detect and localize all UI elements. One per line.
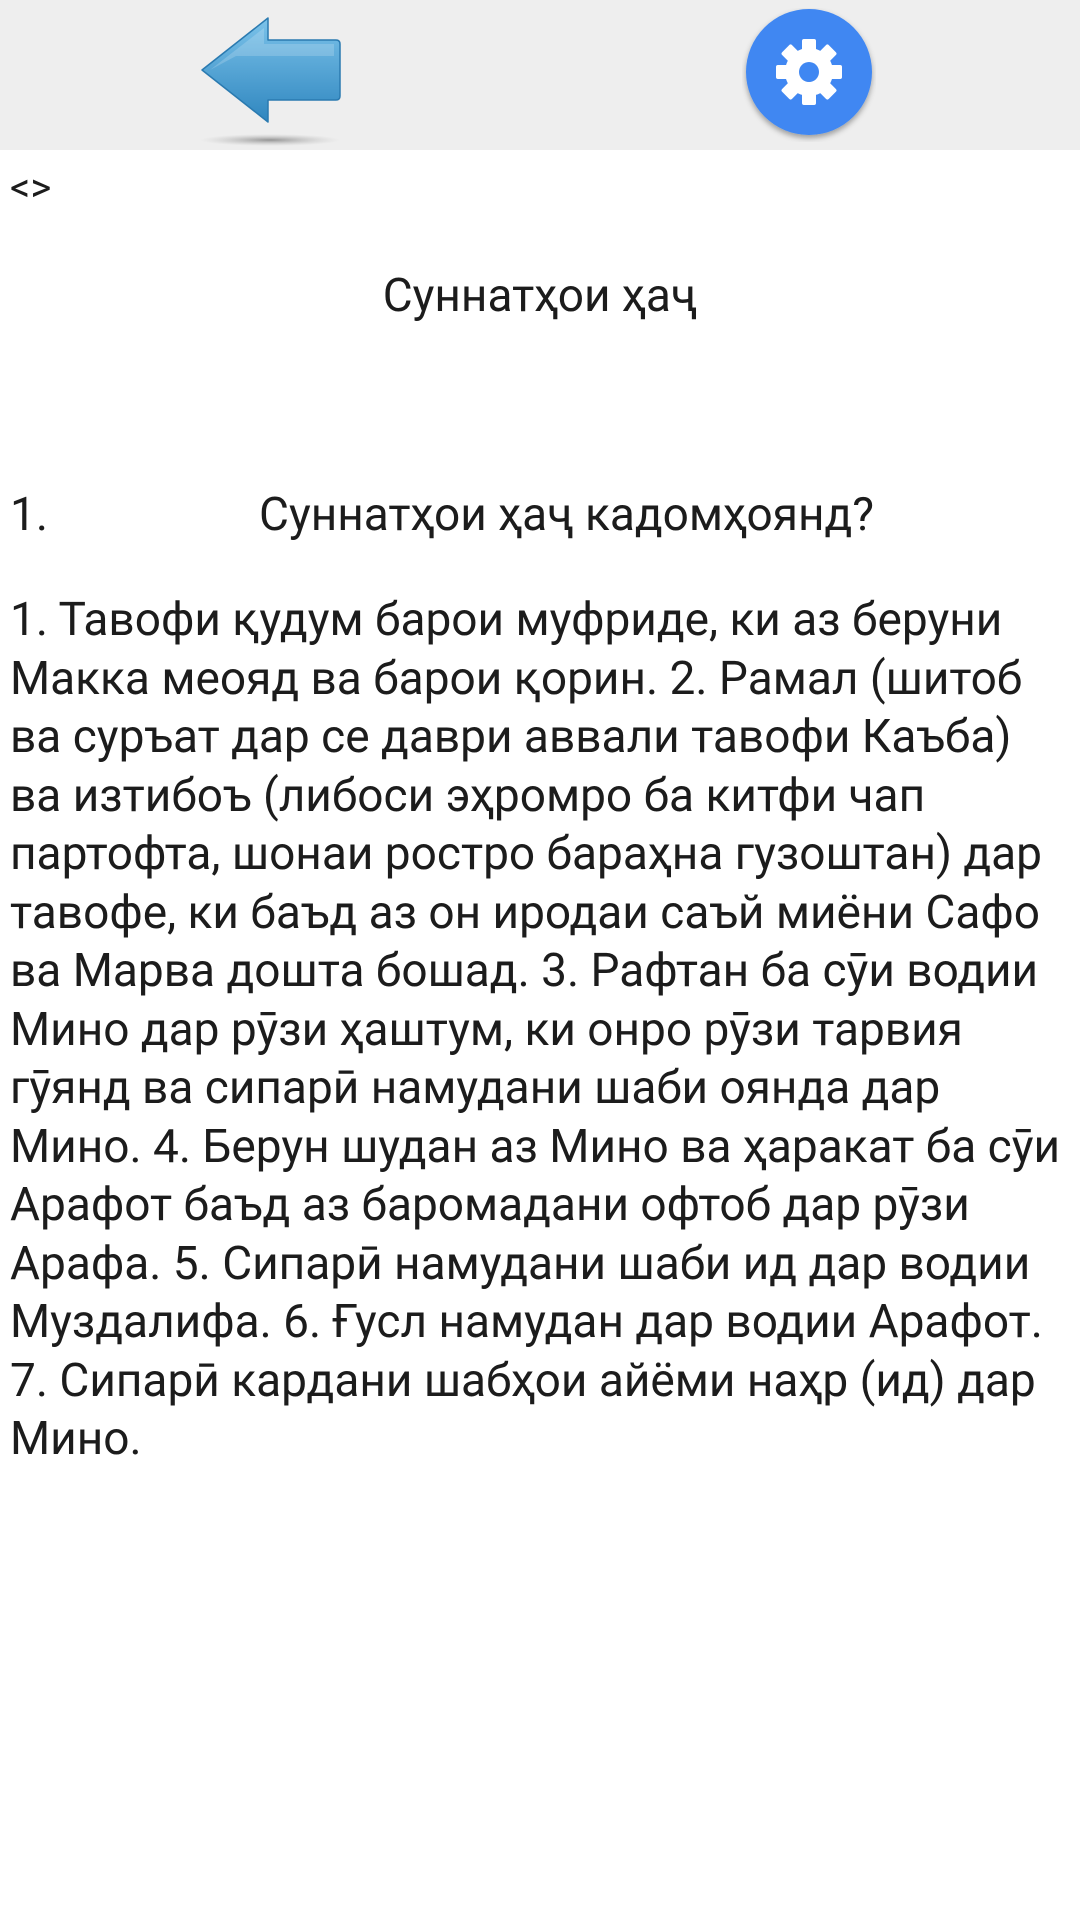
gear-icon [742, 8, 876, 142]
content-area [0, 150, 1080, 1920]
question-text: Суннатҳои ҳаҷ кадомҳоянд? [259, 488, 874, 542]
page-title: Суннатҳои ҳаҷ [382, 269, 698, 323]
question-number: 1. [10, 488, 48, 542]
back-arrow-icon [196, 14, 346, 150]
settings-button[interactable] [742, 8, 876, 142]
answer-text: 1. Тавофи қудум барои муфриде, ки аз беруни Макка меояд ва барои қорин. 2. Рамал (шитоб ва суръат дар се даври аввали тавофи Каъба) ва изтибоъ (либоси эҳромро ба китфи чап партофта, шонаи ростро бараҳна гузоштан) дар тавофе, ки баъд аз он иродаи саъй миёни Сафо ва Марва дошта бошад. 3. Рафтан ба сӯи водии Мино дар рӯзи ҳаштум, ки онро рӯзи тарвия гӯянд ва сипарӣ намудани шаби оянда дар Мино. 4. Берун шудан аз Мино ва ҳаракат ба сӯи Арафот баъд аз баромадани офтоб дар рӯзи Арафа. 5. Сипарӣ намудани шаби ид дар водии Муздалифа. 6. Ғусл намудан дар водии Арафот. 7. Сипарӣ кардани шабҳои айёми наҳр (ид) дар Мино. [10, 593, 1061, 1466]
nav-arrows[interactable]: <> [10, 164, 52, 211]
toolbar [0, 0, 1080, 150]
back-button[interactable] [196, 14, 346, 150]
